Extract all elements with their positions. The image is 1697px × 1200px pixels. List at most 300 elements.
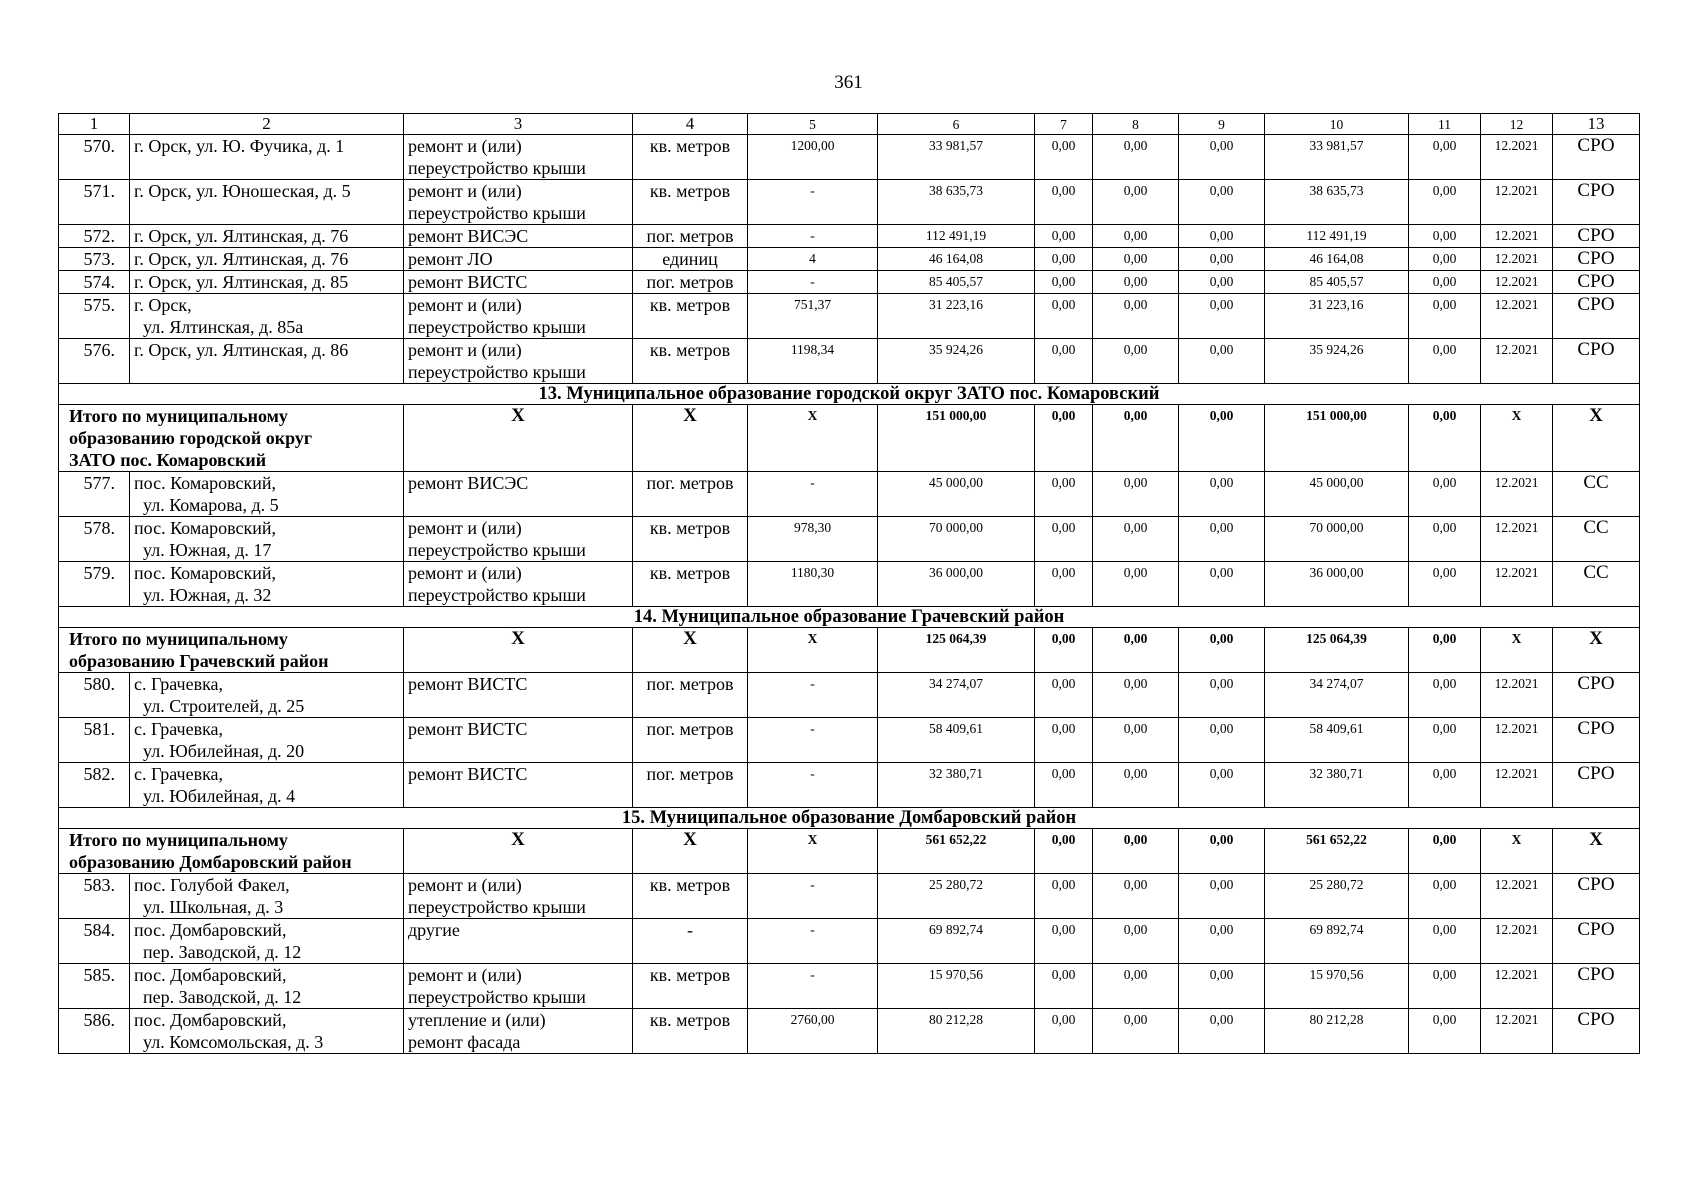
- row-number: 582.: [59, 763, 130, 808]
- cell-c7: 0,00: [1035, 248, 1093, 271]
- cell-c11: 0,00: [1409, 919, 1481, 964]
- text-line: ремонт и (или): [408, 563, 522, 583]
- cell-c11: 0,00: [1409, 339, 1481, 384]
- text-line: пос. Голубой Факел,: [134, 875, 290, 895]
- cell-c9: 0,00: [1179, 673, 1265, 718]
- table-row: [59, 1009, 1640, 1054]
- text-line: Итого по муниципальному: [69, 629, 288, 649]
- cell-c7: 0,00: [1035, 225, 1093, 248]
- text-line: переустройство крыши: [408, 897, 586, 917]
- cell-c8: 0,00: [1093, 517, 1179, 562]
- cell-c10: 46 164,08: [1265, 248, 1409, 271]
- address-cell: [130, 874, 404, 919]
- address-cell: [130, 919, 404, 964]
- cell-c8: 0,00: [1093, 919, 1179, 964]
- cell-c12: 12.2021: [1481, 763, 1553, 808]
- row-number: 585.: [59, 964, 130, 1009]
- cell-c7: 0,00: [1035, 1009, 1093, 1054]
- cell-c10: 31 223,16: [1265, 294, 1409, 339]
- table-body: [59, 114, 1640, 1054]
- table-row: [59, 135, 1640, 180]
- text-line: ул. Ялтинская, д. 85а: [143, 317, 304, 337]
- unit-cell: кв. метров: [633, 180, 748, 225]
- cell-c10: 25 280,72: [1265, 874, 1409, 919]
- column-number: 8: [1093, 114, 1179, 135]
- cell-c6: 58 409,61: [878, 718, 1035, 763]
- quantity-cell: 1180,30: [748, 562, 878, 607]
- text-line: пос. Комаровский,: [134, 518, 276, 538]
- text-line: ремонт фасада: [408, 1032, 521, 1052]
- column-number: 13: [1553, 114, 1640, 135]
- address-cell: [130, 1009, 404, 1054]
- cell-c6: 32 380,71: [878, 763, 1035, 808]
- quantity-cell: -: [748, 673, 878, 718]
- text-line: пос. Домбаровский,: [134, 1010, 287, 1030]
- cell-c13: СРО: [1553, 763, 1640, 808]
- subtotal-row: [59, 829, 1640, 874]
- cell-c7: 0,00: [1035, 763, 1093, 808]
- cell-c8: 0,00: [1093, 562, 1179, 607]
- cell-c10: 151 000,00: [1265, 405, 1409, 472]
- cell-c6: 151 000,00: [878, 405, 1035, 472]
- cell-c12: 12.2021: [1481, 271, 1553, 294]
- text-line: ремонт и (или): [408, 136, 522, 156]
- address-cell: [130, 248, 404, 271]
- cell-c7: 0,00: [1035, 964, 1093, 1009]
- subtotal-label: [59, 628, 404, 673]
- unit-cell: кв. метров: [633, 135, 748, 180]
- text-line: ремонт ЛО: [408, 249, 493, 269]
- cell-c13: СРО: [1553, 225, 1640, 248]
- cell-c6: 69 892,74: [878, 919, 1035, 964]
- cell-c13: СРО: [1553, 964, 1640, 1009]
- text-line: ремонт ВИСТС: [408, 719, 528, 739]
- cell-c10: 38 635,73: [1265, 180, 1409, 225]
- cell-c13: СРО: [1553, 271, 1640, 294]
- cell-c10: 36 000,00: [1265, 562, 1409, 607]
- work-type-cell: [404, 294, 633, 339]
- cell-c7: 0,00: [1035, 718, 1093, 763]
- work-type-cell: [404, 517, 633, 562]
- cell-c11: 0,00: [1409, 271, 1481, 294]
- cell-c7: 0,00: [1035, 135, 1093, 180]
- cell-c10: 125 064,39: [1265, 628, 1409, 673]
- column-number: 12: [1481, 114, 1553, 135]
- cell-c10: 85 405,57: [1265, 271, 1409, 294]
- text-line: ремонт и (или): [408, 965, 522, 985]
- address-cell: [130, 225, 404, 248]
- text-line: ул. Юбилейная, д. 4: [143, 786, 296, 806]
- text-line: переустройство крыши: [408, 585, 586, 605]
- column-number: 3: [404, 114, 633, 135]
- cell-c9: 0,00: [1179, 271, 1265, 294]
- work-type-cell: [404, 562, 633, 607]
- cell-c10: 58 409,61: [1265, 718, 1409, 763]
- cell-c10: 34 274,07: [1265, 673, 1409, 718]
- unit-cell: кв. метров: [633, 517, 748, 562]
- cell-c4: X: [633, 829, 748, 874]
- column-number: 10: [1265, 114, 1409, 135]
- cell-c9: 0,00: [1179, 874, 1265, 919]
- text-line: ремонт и (или): [408, 181, 522, 201]
- cell-c6: 561 652,22: [878, 829, 1035, 874]
- table-row: [59, 763, 1640, 808]
- cell-c8: 0,00: [1093, 718, 1179, 763]
- cell-c10: 33 981,57: [1265, 135, 1409, 180]
- quantity-cell: -: [748, 763, 878, 808]
- cell-c6: 31 223,16: [878, 294, 1035, 339]
- cell-c6: 25 280,72: [878, 874, 1035, 919]
- cell-c13: СРО: [1553, 180, 1640, 225]
- cell-c10: 561 652,22: [1265, 829, 1409, 874]
- text-line: переустройство крыши: [408, 987, 586, 1007]
- row-number: 577.: [59, 472, 130, 517]
- cell-c4: X: [633, 405, 748, 472]
- text-line: переустройство крыши: [408, 362, 586, 382]
- work-type-cell: [404, 271, 633, 294]
- cell-c8: 0,00: [1093, 294, 1179, 339]
- text-line: ремонт ВИСТС: [408, 764, 528, 784]
- text-line: ремонт и (или): [408, 295, 522, 315]
- cell-c10: 15 970,56: [1265, 964, 1409, 1009]
- text-line: пер. Заводской, д. 12: [143, 987, 302, 1007]
- text-line: г. Орск, ул. Юношеская, д. 5: [134, 181, 351, 201]
- column-number-row: [59, 114, 1640, 135]
- cell-c11: 0,00: [1409, 1009, 1481, 1054]
- text-line: утепление и (или): [408, 1010, 546, 1030]
- quantity-cell: -: [748, 718, 878, 763]
- unit-cell: единиц: [633, 248, 748, 271]
- text-line: ул. Южная, д. 32: [143, 585, 272, 605]
- column-number: 9: [1179, 114, 1265, 135]
- text-line: другие: [408, 920, 460, 940]
- cell-c8: 0,00: [1093, 763, 1179, 808]
- cell-c12: 12.2021: [1481, 874, 1553, 919]
- cell-c6: 125 064,39: [878, 628, 1035, 673]
- cell-c6: 36 000,00: [878, 562, 1035, 607]
- row-number: 586.: [59, 1009, 130, 1054]
- cell-c5: X: [748, 405, 878, 472]
- cell-c12: 12.2021: [1481, 248, 1553, 271]
- cell-c9: 0,00: [1179, 225, 1265, 248]
- cell-c13: СРО: [1553, 248, 1640, 271]
- work-type-cell: [404, 225, 633, 248]
- cell-c7: 0,00: [1035, 294, 1093, 339]
- unit-cell: пог. метров: [633, 472, 748, 517]
- text-line: г. Орск, ул. Ялтинская, д. 76: [134, 226, 349, 246]
- subtotal-row: [59, 405, 1640, 472]
- text-line: пер. Заводской, д. 12: [143, 942, 302, 962]
- table-row: [59, 964, 1640, 1009]
- cell-c6: 38 635,73: [878, 180, 1035, 225]
- cell-c5: X: [748, 628, 878, 673]
- work-type-cell: [404, 135, 633, 180]
- address-cell: [130, 135, 404, 180]
- unit-cell: -: [633, 919, 748, 964]
- cell-c11: 0,00: [1409, 964, 1481, 1009]
- cell-c12: 12.2021: [1481, 472, 1553, 517]
- cell-c12: X: [1481, 628, 1553, 673]
- table-row: [59, 472, 1640, 517]
- cell-c6: 70 000,00: [878, 517, 1035, 562]
- cell-c10: 45 000,00: [1265, 472, 1409, 517]
- cell-c7: 0,00: [1035, 472, 1093, 517]
- cell-c11: 0,00: [1409, 225, 1481, 248]
- unit-cell: кв. метров: [633, 964, 748, 1009]
- row-number: 575.: [59, 294, 130, 339]
- work-type-cell: [404, 919, 633, 964]
- cell-c11: 0,00: [1409, 763, 1481, 808]
- row-number: 570.: [59, 135, 130, 180]
- cell-c7: 0,00: [1035, 628, 1093, 673]
- address-cell: [130, 517, 404, 562]
- cell-c13: СРО: [1553, 919, 1640, 964]
- cell-c7: 0,00: [1035, 562, 1093, 607]
- cell-c9: 0,00: [1179, 763, 1265, 808]
- cell-c8: 0,00: [1093, 405, 1179, 472]
- text-line: ул. Школьная, д. 3: [143, 897, 284, 917]
- quantity-cell: -: [748, 271, 878, 294]
- row-number: 580.: [59, 673, 130, 718]
- cell-c9: 0,00: [1179, 135, 1265, 180]
- address-cell: [130, 763, 404, 808]
- cell-c9: 0,00: [1179, 339, 1265, 384]
- work-type-cell: [404, 964, 633, 1009]
- cell-c11: 0,00: [1409, 718, 1481, 763]
- repair-program-table: [58, 113, 1640, 1054]
- cell-c7: 0,00: [1035, 405, 1093, 472]
- cell-c12: X: [1481, 405, 1553, 472]
- cell-c9: 0,00: [1179, 405, 1265, 472]
- cell-c12: 12.2021: [1481, 964, 1553, 1009]
- quantity-cell: 2760,00: [748, 1009, 878, 1054]
- cell-c7: 0,00: [1035, 874, 1093, 919]
- cell-c12: 12.2021: [1481, 718, 1553, 763]
- section-title: 15. Муниципальное образование Домбаровский район: [59, 808, 1640, 829]
- cell-c11: 0,00: [1409, 472, 1481, 517]
- cell-c11: 0,00: [1409, 248, 1481, 271]
- table-row: [59, 180, 1640, 225]
- cell-c8: 0,00: [1093, 874, 1179, 919]
- cell-c9: 0,00: [1179, 294, 1265, 339]
- cell-c12: 12.2021: [1481, 135, 1553, 180]
- text-line: ремонт и (или): [408, 875, 522, 895]
- table-row: [59, 562, 1640, 607]
- cell-c8: 0,00: [1093, 628, 1179, 673]
- address-cell: [130, 339, 404, 384]
- cell-c12: 12.2021: [1481, 673, 1553, 718]
- cell-c8: 0,00: [1093, 1009, 1179, 1054]
- cell-c8: 0,00: [1093, 964, 1179, 1009]
- cell-c11: 0,00: [1409, 628, 1481, 673]
- cell-c6: 34 274,07: [878, 673, 1035, 718]
- text-line: пос. Домбаровский,: [134, 965, 287, 985]
- cell-c12: 12.2021: [1481, 1009, 1553, 1054]
- text-line: образованию Грачевский район: [69, 651, 329, 671]
- quantity-cell: 1198,34: [748, 339, 878, 384]
- cell-c11: 0,00: [1409, 874, 1481, 919]
- cell-c13: СРО: [1553, 874, 1640, 919]
- text-line: Итого по муниципальному: [69, 830, 288, 850]
- unit-cell: кв. метров: [633, 1009, 748, 1054]
- unit-cell: пог. метров: [633, 763, 748, 808]
- quantity-cell: 751,37: [748, 294, 878, 339]
- table-row: [59, 248, 1640, 271]
- cell-c13: X: [1553, 829, 1640, 874]
- cell-c7: 0,00: [1035, 180, 1093, 225]
- section-title: 13. Муниципальное образование городской округ ЗАТО пос. Комаровский: [59, 384, 1640, 405]
- text-line: г. Орск, ул. Ялтинская, д. 76: [134, 249, 349, 269]
- text-line: с. Грачевка,: [134, 674, 224, 694]
- cell-c13: X: [1553, 628, 1640, 673]
- text-line: г. Орск, ул. Ялтинская, д. 85: [134, 272, 349, 292]
- row-number: 578.: [59, 517, 130, 562]
- work-type-cell: [404, 874, 633, 919]
- quantity-cell: -: [748, 964, 878, 1009]
- column-number: 5: [748, 114, 878, 135]
- section-header-row: [59, 384, 1640, 405]
- text-line: ремонт ВИСТС: [408, 272, 528, 292]
- unit-cell: кв. метров: [633, 294, 748, 339]
- cell-c6: 45 000,00: [878, 472, 1035, 517]
- cell-c6: 33 981,57: [878, 135, 1035, 180]
- cell-c6: 85 405,57: [878, 271, 1035, 294]
- cell-c7: 0,00: [1035, 339, 1093, 384]
- cell-c3: X: [404, 628, 633, 673]
- text-line: г. Орск,: [134, 295, 192, 315]
- cell-c11: 0,00: [1409, 562, 1481, 607]
- unit-cell: пог. метров: [633, 225, 748, 248]
- cell-c9: 0,00: [1179, 919, 1265, 964]
- cell-c8: 0,00: [1093, 472, 1179, 517]
- quantity-cell: 1200,00: [748, 135, 878, 180]
- subtotal-label: [59, 829, 404, 874]
- unit-cell: кв. метров: [633, 562, 748, 607]
- work-type-cell: [404, 472, 633, 517]
- text-line: Итого по муниципальному: [69, 406, 288, 426]
- quantity-cell: 978,30: [748, 517, 878, 562]
- address-cell: [130, 964, 404, 1009]
- table-row: [59, 271, 1640, 294]
- cell-c13: СРО: [1553, 673, 1640, 718]
- row-number: 573.: [59, 248, 130, 271]
- cell-c9: 0,00: [1179, 829, 1265, 874]
- work-type-cell: [404, 339, 633, 384]
- cell-c10: 32 380,71: [1265, 763, 1409, 808]
- row-number: 574.: [59, 271, 130, 294]
- cell-c4: X: [633, 628, 748, 673]
- section-header-row: [59, 808, 1640, 829]
- cell-c12: 12.2021: [1481, 562, 1553, 607]
- cell-c11: 0,00: [1409, 829, 1481, 874]
- row-number: 571.: [59, 180, 130, 225]
- cell-c13: СС: [1553, 472, 1640, 517]
- address-cell: [130, 718, 404, 763]
- cell-c13: СС: [1553, 517, 1640, 562]
- work-type-cell: [404, 673, 633, 718]
- cell-c9: 0,00: [1179, 472, 1265, 517]
- unit-cell: пог. метров: [633, 718, 748, 763]
- text-line: пос. Комаровский,: [134, 563, 276, 583]
- column-number: 4: [633, 114, 748, 135]
- section-header-row: [59, 607, 1640, 628]
- text-line: ул. Комарова, д. 5: [143, 495, 279, 515]
- cell-c8: 0,00: [1093, 180, 1179, 225]
- cell-c13: СС: [1553, 562, 1640, 607]
- cell-c7: 0,00: [1035, 271, 1093, 294]
- cell-c8: 0,00: [1093, 339, 1179, 384]
- work-type-cell: [404, 180, 633, 225]
- cell-c11: 0,00: [1409, 405, 1481, 472]
- work-type-cell: [404, 248, 633, 271]
- text-line: переустройство крыши: [408, 540, 586, 560]
- address-cell: [130, 673, 404, 718]
- subtotal-label: [59, 405, 404, 472]
- row-number: 584.: [59, 919, 130, 964]
- cell-c10: 70 000,00: [1265, 517, 1409, 562]
- cell-c9: 0,00: [1179, 562, 1265, 607]
- table-row: [59, 339, 1640, 384]
- table-row: [59, 718, 1640, 763]
- text-line: г. Орск, ул. Ю. Фучика, д. 1: [134, 136, 345, 156]
- cell-c10: 80 212,28: [1265, 1009, 1409, 1054]
- table-row: [59, 294, 1640, 339]
- section-title: 14. Муниципальное образование Грачевский район: [59, 607, 1640, 628]
- cell-c6: 112 491,19: [878, 225, 1035, 248]
- cell-c13: X: [1553, 405, 1640, 472]
- address-cell: [130, 271, 404, 294]
- unit-cell: пог. метров: [633, 271, 748, 294]
- text-line: ремонт ВИСЭС: [408, 226, 529, 246]
- text-line: пос. Комаровский,: [134, 473, 276, 493]
- text-line: ремонт ВИСТС: [408, 674, 528, 694]
- table-row: [59, 874, 1640, 919]
- cell-c13: СРО: [1553, 135, 1640, 180]
- row-number: 576.: [59, 339, 130, 384]
- cell-c13: СРО: [1553, 294, 1640, 339]
- cell-c12: 12.2021: [1481, 339, 1553, 384]
- row-number: 579.: [59, 562, 130, 607]
- cell-c9: 0,00: [1179, 964, 1265, 1009]
- cell-c13: СРО: [1553, 718, 1640, 763]
- text-line: ремонт и (или): [408, 340, 522, 360]
- cell-c13: СРО: [1553, 1009, 1640, 1054]
- cell-c7: 0,00: [1035, 919, 1093, 964]
- text-line: г. Орск, ул. Ялтинская, д. 86: [134, 340, 349, 360]
- cell-c9: 0,00: [1179, 248, 1265, 271]
- text-line: переустройство крыши: [408, 203, 586, 223]
- address-cell: [130, 562, 404, 607]
- text-line: ремонт ВИСЭС: [408, 473, 529, 493]
- unit-cell: пог. метров: [633, 673, 748, 718]
- cell-c11: 0,00: [1409, 294, 1481, 339]
- cell-c7: 0,00: [1035, 673, 1093, 718]
- table-row: [59, 919, 1640, 964]
- cell-c9: 0,00: [1179, 180, 1265, 225]
- text-line: ул. Южная, д. 17: [143, 540, 272, 560]
- text-line: переустройство крыши: [408, 158, 586, 178]
- cell-c11: 0,00: [1409, 517, 1481, 562]
- column-number: 7: [1035, 114, 1093, 135]
- quantity-cell: -: [748, 874, 878, 919]
- work-type-cell: [404, 763, 633, 808]
- column-number: 11: [1409, 114, 1481, 135]
- table-row: [59, 225, 1640, 248]
- work-type-cell: [404, 718, 633, 763]
- cell-c10: 35 924,26: [1265, 339, 1409, 384]
- text-line: ЗАТО пос. Комаровский: [69, 450, 267, 470]
- row-number: 581.: [59, 718, 130, 763]
